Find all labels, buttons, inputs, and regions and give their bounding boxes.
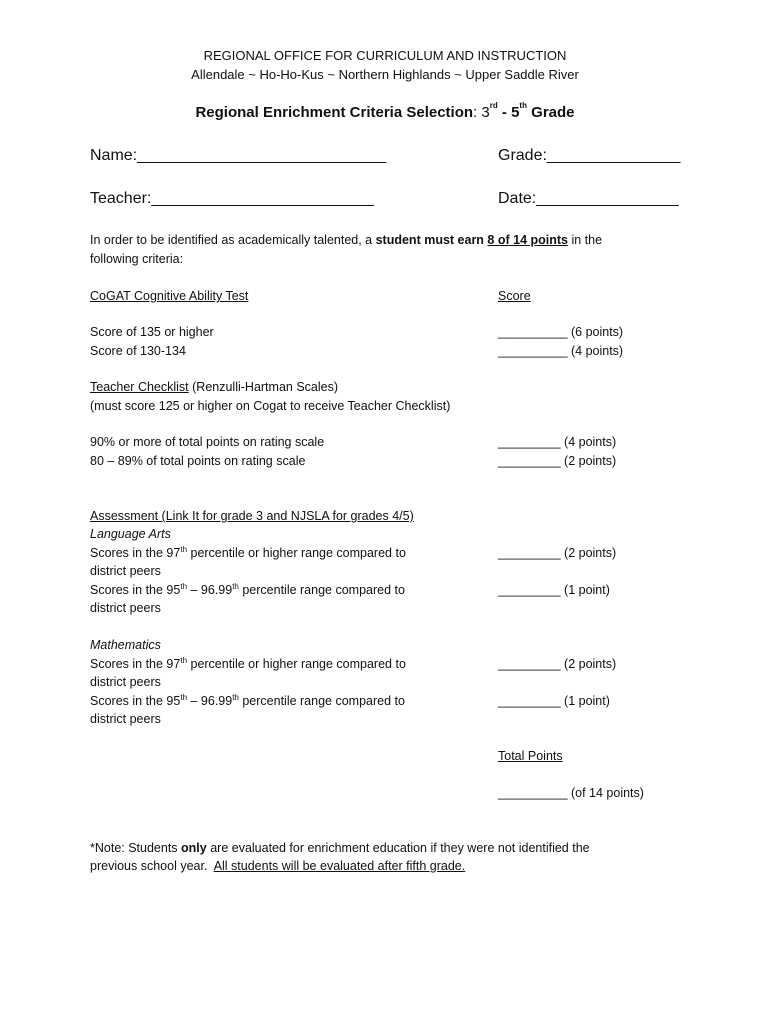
note-text-3: previous school year.: [90, 859, 214, 873]
checklist-row-1-label: 90% or more of total points on rating scale: [90, 435, 325, 449]
assessment-heading: Assessment (Link It for grade 3 and NJSLA for grades 4/5): [90, 509, 414, 523]
la-row-1-score[interactable]: _________ (2 points): [498, 546, 617, 560]
cogat-row-1-score[interactable]: __________ (6 points): [498, 325, 624, 339]
math-row-2-score[interactable]: _________ (1 point): [498, 694, 610, 708]
intro-points: 8 of 14 points: [487, 233, 568, 247]
la-row-2-sup-2: th: [232, 582, 239, 591]
la-row-2-text-2: – 96.99: [187, 583, 233, 597]
note-line-1: [90, 839, 590, 857]
district-list: Allendale ~ Ho-Ho-Kus ~ Northern Highlands ~ Upper Saddle River: [191, 67, 579, 82]
la-row-2-text-3: percentile range compared to: [238, 583, 405, 597]
note-line-2: [90, 857, 465, 875]
score-heading: Score: [498, 289, 531, 303]
mathematics-heading: Mathematics: [90, 638, 161, 652]
la-row-1-text: Scores in the 97: [90, 546, 181, 560]
la-row-2-text: Scores in the 95: [90, 583, 181, 597]
math-row-2-sup-2: th: [232, 693, 239, 702]
la-row-2-sup-1: th: [180, 582, 188, 591]
total-points-field[interactable]: __________ (of 14 points): [498, 786, 644, 800]
note-underline: All students will be evaluated after fifth grade.: [213, 859, 466, 873]
math-row-1-text-2: percentile or higher range compared to: [187, 657, 406, 671]
title-sup-rd: rd: [489, 101, 498, 110]
math-row-1-label-2: district peers: [90, 675, 161, 689]
la-row-2-label-2: district peers: [90, 601, 161, 615]
la-row-1-label: [90, 544, 406, 562]
intro-line-2: following criteria:: [90, 252, 184, 266]
language-arts-heading: Language Arts: [90, 527, 171, 541]
checklist-heading: [90, 378, 338, 396]
grade-field[interactable]: Grade:_______________: [498, 147, 681, 164]
la-row-1-sup: th: [180, 545, 188, 554]
office-heading: REGIONAL OFFICE FOR CURRICULUM AND INSTRUCTION: [203, 48, 567, 63]
checklist-subtitle: (Renzulli-Hartman Scales): [188, 380, 339, 394]
intro-text: In order to be identified as academically talented, a: [90, 233, 376, 247]
title-colon: : 3: [473, 104, 490, 121]
checklist-row-2-score[interactable]: _________ (2 points): [498, 454, 617, 468]
title-prefix: Regional Enrichment Criteria Selection: [195, 104, 474, 121]
cogat-heading: CoGAT Cognitive Ability Test: [90, 289, 249, 303]
math-row-2-label: [90, 692, 405, 710]
checklist-note: (must score 125 or higher on Cogat to receive Teacher Checklist): [90, 399, 451, 413]
math-row-2-sup-1: th: [180, 693, 188, 702]
intro-text-end: in the: [568, 233, 603, 247]
cogat-row-2-label: Score of 130-134: [90, 344, 186, 358]
cogat-row-1-label: Score of 135 or higher: [90, 325, 214, 339]
note-text-2: are evaluated for enrichment education if they were not identified the: [206, 841, 590, 855]
total-points-heading: Total Points: [498, 749, 563, 763]
title-suffix: Grade: [526, 104, 575, 121]
la-row-2-label: [90, 581, 405, 599]
math-row-2-text: Scores in the 95: [90, 694, 181, 708]
title-sup-th: th: [519, 101, 527, 110]
teacher-field[interactable]: Teacher:_________________________: [90, 190, 374, 207]
checklist-row-2-label: 80 – 89% of total points on rating scale: [90, 454, 306, 468]
math-row-1-text: Scores in the 97: [90, 657, 181, 671]
checklist-row-1-score[interactable]: _________ (4 points): [498, 435, 617, 449]
note-text: *Note: Students: [90, 841, 182, 855]
page-title: [0, 101, 770, 121]
intro-bold: student must earn: [375, 233, 488, 247]
la-row-1-label-2: district peers: [90, 564, 161, 578]
date-field[interactable]: Date:________________: [498, 190, 679, 207]
intro-line-1: [90, 231, 602, 249]
math-row-1-label: [90, 655, 406, 673]
name-field[interactable]: Name:____________________________: [90, 147, 387, 164]
math-row-1-sup: th: [180, 656, 188, 665]
checklist-title: Teacher Checklist: [90, 380, 189, 394]
math-row-2-text-2: – 96.99: [187, 694, 233, 708]
la-row-2-score[interactable]: _________ (1 point): [498, 583, 610, 597]
cogat-row-2-score[interactable]: __________ (4 points): [498, 344, 624, 358]
note-bold: only: [181, 841, 207, 855]
title-dash: - 5: [497, 104, 520, 121]
math-row-2-label-2: district peers: [90, 712, 161, 726]
math-row-2-text-3: percentile range compared to: [238, 694, 405, 708]
math-row-1-score[interactable]: _________ (2 points): [498, 657, 617, 671]
la-row-1-text-2: percentile or higher range compared to: [187, 546, 406, 560]
